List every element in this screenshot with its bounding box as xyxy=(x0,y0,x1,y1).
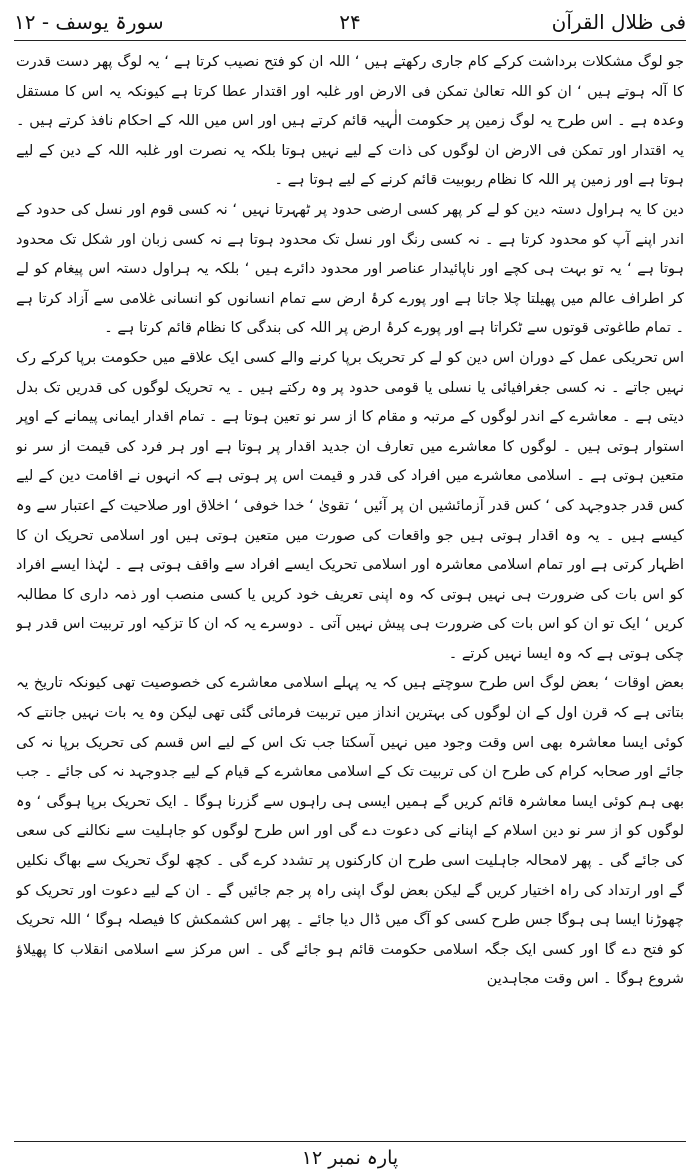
paragraph-1: جو لوگ مشکلات برداشت کرکے کام جاری رکھتے ہیں ‘ اللہ ان کو فتح نصیب کرتا ہے ‘ یہ لوگ پھر دست قدرت کا آلہ ہوتے ہیں ‘ ان کو اللہ تعالیٰ تمکن فی الارض اور غلبہ اور اقتدار عطا کرتا ہے کیونکہ یہ اس کا مستقل وعدہ ہے ۔ اس طرح یہ لوگ زمین پر حکومت الٰہیہ قائم کرتے ہیں اور اس میں اللہ کے احکام نافذ کرتے ہیں ۔ یہ اقتدار اور تمکن فی الارض ان لوگوں کی ذات کے لیے نہیں ہوتا بلکہ یہ نصرت اور غلبہ اللہ کے دین کے لیے ہوتا ہے اور زمین پر اللہ کا نظام ربوبیت قائم کرنے کے لیے ہوتا ہے ۔ xyxy=(16,54,684,189)
paragraph-3: اس تحریکی عمل کے دوران اس دین کو لے کر تحریک برپا کرنے والے کسی ایک علاقے میں حکومت برپا کرکے رک نہیں جاتے ۔ نہ کسی جغرافیائی یا نسلی یا قومی حدود پر وہ رکتے ہیں ۔ یہ تحریک لوگوں کی قدریں تک بدل دیتی ہے ۔ معاشرے کے اندر لوگوں کے مرتبہ و مقام کا از سر نو تعین ہوتا ہے ۔ تمام اقدار ایمانی پیمانے کے اوپر استوار ہوتی ہیں ۔ لوگوں کا معاشرے میں تعارف ان جدید اقدار پر ہوتا ہے اور ہر فرد کی قیمت از سر نو متعین ہوتی ہے ۔ اسلامی معاشرے میں افراد کی قدر و قیمت اس پر ہوتی ہے کہ انہوں نے اقامت دین کے لیے کس قدر جدوجہد کی ‘ کس قدر آزمائشیں ان پر آئیں ‘ تقویٰ ‘ خدا خوفی ‘ اخلاق اور صلاحیت کے اعتبار سے وہ کیسے ہیں ۔ یہ وہ اقدار ہوتی ہیں جو واقعات کی صورت میں متعین ہوتی ہیں اور اسلامی تحریک ان کا اظہار کرتی ہے اور تمام اسلامی معاشرہ اور اسلامی تحریک ایسے افراد سے واقف ہوتی ہے ۔ لہٰذا ایسے افراد کو اس بات کی ضرورت ہی نہیں ہوتی کہ وہ اپنی تعریف خود کریں یا کسی منصب اور ذمہ داری کا مطالبہ کریں ‘ ایک تو ان کو اس بات کی ضرورت ہی پیش نہیں آتی ۔ دوسرے یہ کہ ان کا تزکیہ اور تربیت اس قدر ہو چکی ہوتی ہے کہ وہ ایسا نہیں کرتے ۔ xyxy=(16,349,684,662)
book-title: فی ظلال القرآن xyxy=(551,10,686,34)
paragraph-4: بعض اوقات ‘ بعض لوگ اس طرح سوچتے ہیں کہ یہ پہلے اسلامی معاشرے کی خصوصیت تھی کیونکہ تاریخ یہ بتاتی ہے کہ قرن اول کے ان لوگوں کی بہترین انداز میں تربیت فرمائی گئی تھی لیکن وہ یہ بات نہیں جانتے کہ کوئی ایسا معاشرہ بھی اس وقت وجود میں نہیں آسکتا جب تک اس کے لیے اس قسم کی تحریک برپا نہ کی جائے اور صحابہ کرام کی طرح ان کی تربیت تک کے اسلامی معاشرے کے قیام کے لیے جدوجہد نہ کی جائے ۔ جب بھی ہم کوئی ایسا معاشرہ قائم کریں گے ہمیں ایسی ہی راہوں سے گزرنا ہوگا ۔ ایک تحریک برپا ہوگی ‘ وہ لوگوں کو از سر نو دین اسلام کے اپنانے کی دعوت دے گی اور اس طرح لوگوں کو جاہلیت سے نکالنے کی سعی کی جائے گی ۔ پھر لامحالہ جاہلیت اسی طرح ان کارکنوں پر تشدد کرے گی ۔ کچھ لوگ تحریک سے بھاگ نکلیں گے اور ارتداد کی راہ اختیار کریں گے لیکن بعض لوگ اپنی راہ پر جم جائیں گے ۔ ان کے لیے دعوت اور تحریک کو چھوڑنا ایسا ہی ہوگا جس طرح کسی کو آگ میں ڈال دیا جائے ۔ پھر اس کشمکش کا فیصلہ ہوگا ‘ اللہ تحریک کو فتح دے گا اور کسی ایک جگہ اسلامی حکومت قائم ہو جائے گی ۔ اس مرکز سے اسلامی انقلاب کا پھیلاؤ شروع ہوگا ۔ اس وقت مجاہدین xyxy=(16,675,684,988)
page-footer xyxy=(0,1145,700,1173)
paragraph-2: دین کا یہ ہراول دستہ دین کو لے کر پھر کسی ارضی حدود پر ٹھہرتا نہیں ‘ نہ کسی قوم اور نسل کی حدود کے اندر اپنے آپ کو محدود کرتا ہے ۔ نہ کسی رنگ اور نسل تک محدود ہوتا ہے نہ کسی زبان اور شکل تک محدود ہوتا ہے ‘ یہ تو بہت ہی کچے اور ناپائیدار عناصر اور محدود دائرے ہیں ‘ بلکہ یہ ہراول دستہ اس پیغام کو لے کر اطراف عالم میں پھیلتا چلا جاتا ہے اور پورے کرۂ ارض سے تمام انسانوں کو انسانی غلامی سے آزاد کرتا ہے ۔ تمام طاغوتی قوتوں سے ٹکراتا ہے اور پورے کرۂ ارض پر اللہ کی بندگی کا نظام قائم کرتا ہے ۔ xyxy=(16,201,684,337)
header-divider xyxy=(14,40,686,41)
page-header xyxy=(14,6,686,40)
surah-label: سورۃ یوسف - ۱۲ xyxy=(14,10,164,34)
footer-divider xyxy=(14,1141,686,1142)
body-text xyxy=(16,48,684,1135)
para-number-label: پارہ نمبر ۱۲ xyxy=(301,1147,399,1169)
page-number: ۲۴ xyxy=(339,10,361,34)
